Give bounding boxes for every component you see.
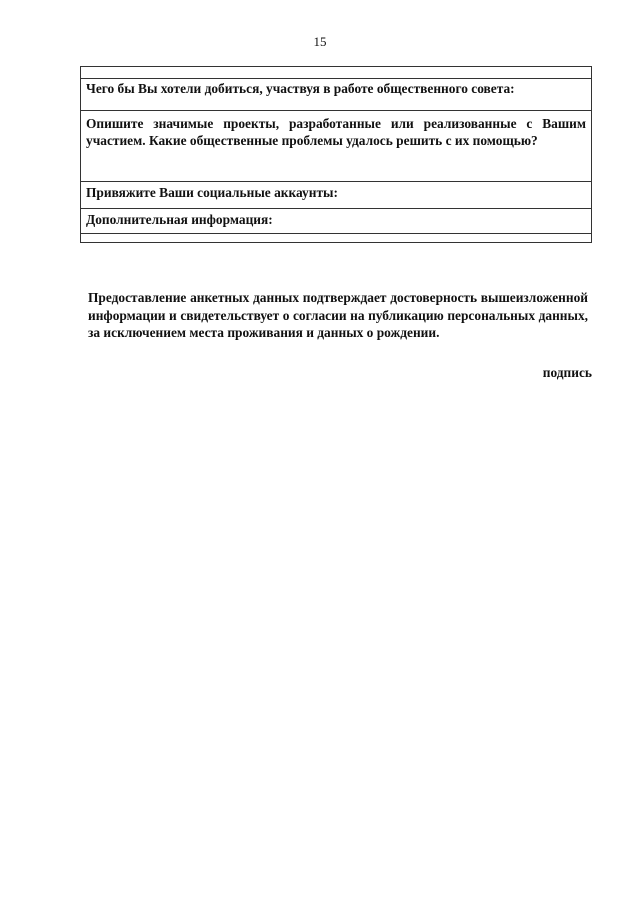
signature-label: подпись <box>542 365 592 380</box>
questionnaire-table <box>80 66 592 243</box>
table-spacer-cell <box>81 234 592 243</box>
table-spacer-row <box>81 234 592 243</box>
table-spacer-cell <box>81 67 592 79</box>
question-goals: Чего бы Вы хотели добиться, участвуя в работе общественного совета: <box>81 79 592 111</box>
question-additional-info: Дополнительная информация: <box>81 209 592 234</box>
question-row-projects <box>81 111 592 182</box>
consent-statement: Предоставление анкетных данных подтверждает достоверность вышеизложенной информации и свидетельствует о согласии на публикацию персональных данных, за исключением места проживания и данных о рождении. <box>88 290 588 341</box>
question-row-additional-info <box>81 209 592 234</box>
question-row-goals <box>81 79 592 111</box>
question-row-social-accounts <box>81 182 592 209</box>
question-projects: Опишите значимые проекты, разработанные или реализованные с Вашим участием. Какие общественные проблемы удалось решить с их помощью? <box>81 111 592 182</box>
question-social-accounts: Привяжите Ваши социальные аккаунты: <box>81 182 592 209</box>
page-number: 15 <box>313 34 327 49</box>
table-spacer-row <box>81 67 592 79</box>
